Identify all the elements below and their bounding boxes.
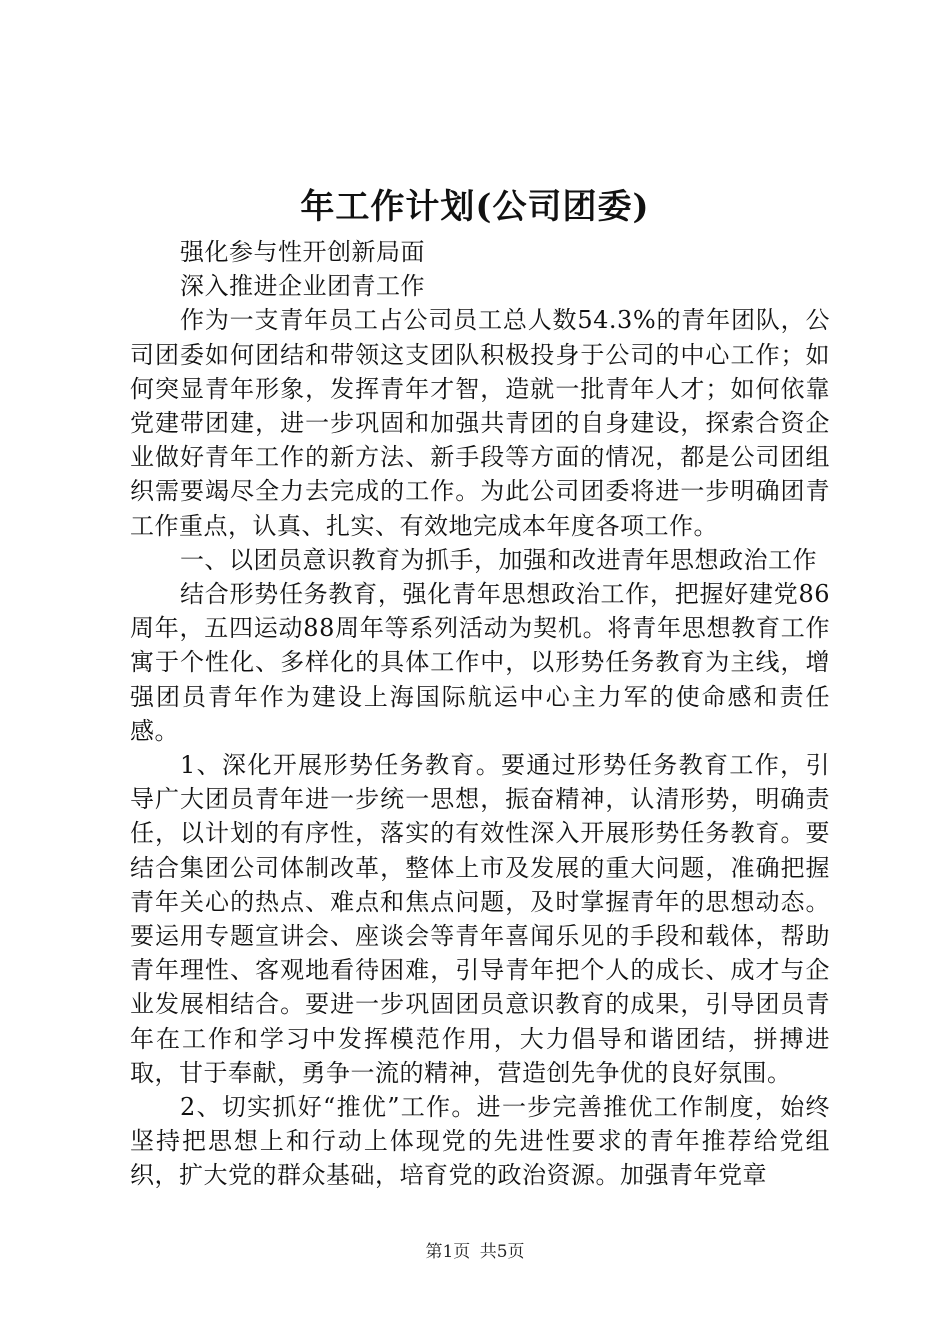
subtitle-line-1: 强化参与性开创新局面 — [180, 238, 425, 266]
document-body — [130, 235, 830, 1193]
document-title: 年工作计划(公司团委) — [300, 187, 650, 227]
page-footer — [0, 1241, 950, 1263]
section-paragraph: 结合形势任务教育，强化青年思想政治工作，把握好建党86周年，五四运动88周年等系列活动为契机。将青年思想教育工作寓于个性化、多样化的具体工作中，以形势任务教育为主线，增强团员青年作为建设上海国际航运中心主力军的使命感和责任感。 — [130, 580, 830, 745]
item-paragraph-1: 1、深化开展形势任务教育。要通过形势任务教育工作，引导广大团员青年进一步统一思想，振奋精神，认清形势，明确责任，以计划的有序性，落实的有效性深入开展形势任务教育。要结合集团公司体制改革，整体上市及发展的重大问题，准确把握青年关心的热点、难点和焦点问题，及时掌握青年的思想动态。要运用专题宣讲会、座谈会等青年喜闻乐见的手段和载体，帮助青年理性、客观地看待困难，引导青年把个人的成长、成才与企业发展相结合。要进一步巩固团员意识教育的成果，引导团员青年在工作和学习中发挥模范作用，大力倡导和谐团结，拼搏进取，甘于奉献，勇争一流的精神，营造创先争优的良好氛围。 — [130, 751, 830, 1087]
subtitle-line-2: 深入推进企业团青工作 — [180, 272, 425, 301]
item-paragraph-2: 2、切实抓好“推优”工作。进一步完善推优工作制度，始终坚持把思想上和行动上体现党的先进性要求的青年推荐给党组织，扩大党的群众基础，培育党的政治资源。加强青年党章 — [130, 1093, 830, 1190]
intro-paragraph: 作为一支青年员工占公司员工总人数54.3%的青年团队，公司团委如何团结和带领这支团队积极投身于公司的中心工作；如何突显青年形象，发挥青年才智，造就一批青年人才；如何依靠党建带团建，进一步巩固和加强共青团的自身建设，探索合资企业做好青年工作的新方法、新手段等方面的情况，都是公司团组织需要竭尽全力去完成的工作。为此公司团委将进一步明确团青工作重点，认真、扎实、有效地完成本年度各项工作。 — [130, 306, 830, 540]
page-number: 第1页 — [425, 1242, 471, 1262]
section-heading-1: 一、以团员意识教育为抓手，加强和改进青年思想政治工作 — [180, 545, 817, 574]
page-total: 共5页 — [479, 1242, 525, 1262]
